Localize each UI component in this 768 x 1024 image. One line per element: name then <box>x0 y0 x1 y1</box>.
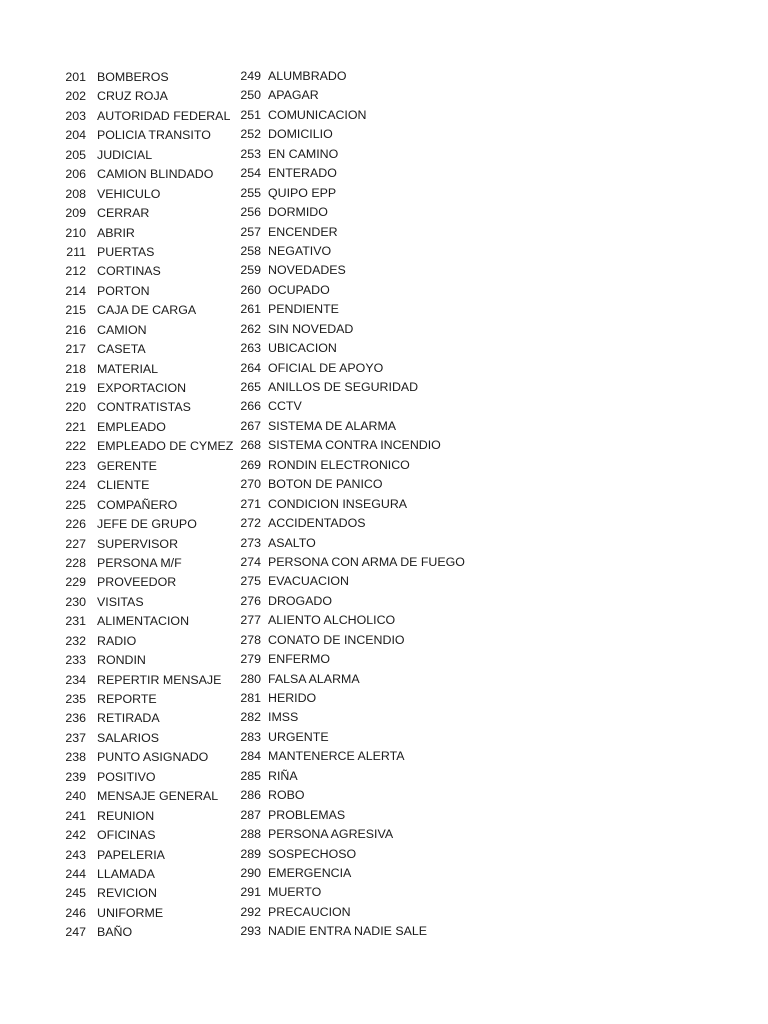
code-row <box>228 689 465 708</box>
code-row <box>52 651 233 670</box>
code-label: MUERTO <box>268 885 322 900</box>
code-label: REUNION <box>97 808 155 823</box>
code-number: 216 <box>65 322 86 337</box>
code-label: CAMION <box>97 322 147 337</box>
code-row <box>52 787 233 806</box>
code-row <box>228 495 465 514</box>
code-number: 250 <box>240 88 261 103</box>
code-number: 281 <box>240 691 261 705</box>
code-number: 229 <box>65 575 86 590</box>
code-row <box>52 243 233 262</box>
code-row <box>52 418 233 437</box>
code-label: BOMBEROS <box>97 70 169 84</box>
code-label: ANILLOS DE SEGURIDAD <box>268 380 419 394</box>
code-number: 271 <box>240 496 261 511</box>
code-row <box>228 281 465 300</box>
code-label: APAGAR <box>268 88 319 103</box>
code-number: 218 <box>65 361 86 376</box>
code-row <box>228 320 465 339</box>
code-number: 203 <box>65 108 86 123</box>
code-label: EXPORTACION <box>97 381 187 395</box>
code-label: CLIENTE <box>97 478 150 493</box>
code-number: 232 <box>65 633 86 648</box>
code-number: 283 <box>240 729 261 744</box>
code-number: 262 <box>240 321 261 336</box>
code-number: 227 <box>65 536 86 551</box>
code-label: QUIPO EPP <box>268 185 337 200</box>
code-row <box>228 339 465 358</box>
code-number: 233 <box>65 653 86 668</box>
code-label: SUPERVISOR <box>97 536 179 551</box>
code-number: 235 <box>65 692 86 706</box>
code-label: ALIENTO ALCHOLICO <box>268 613 396 628</box>
code-row <box>52 632 233 651</box>
code-row <box>52 807 233 826</box>
code-label: CORTINAS <box>97 264 161 279</box>
code-label: OCUPADO <box>268 282 330 297</box>
code-label: CAMION BLINDADO <box>97 167 214 182</box>
code-number: 237 <box>65 730 86 745</box>
code-label: PERSONA M/F <box>97 555 182 570</box>
code-row <box>52 185 233 204</box>
code-label: CONATO DE INCENDIO <box>268 632 405 647</box>
code-label: BAÑO <box>97 925 133 940</box>
code-label: NADIE ENTRA NADIE SALE <box>268 924 428 939</box>
code-label: OFICIAL DE APOYO <box>268 360 384 375</box>
code-row <box>52 884 233 903</box>
code-row <box>52 923 233 942</box>
code-number: 244 <box>65 866 86 881</box>
code-row <box>228 203 465 222</box>
code-row <box>228 514 465 533</box>
code-label: MANTENERCE ALERTA <box>268 749 405 764</box>
code-label: PERSONA CON ARMA DE FUEGO <box>268 554 465 569</box>
code-number: 275 <box>240 574 261 589</box>
code-number: 288 <box>240 827 261 842</box>
code-row <box>52 282 233 301</box>
code-label: SISTEMA CONTRA INCENDIO <box>268 438 441 453</box>
code-row <box>228 650 465 669</box>
code-number: 219 <box>65 381 86 395</box>
code-number: 293 <box>240 924 261 939</box>
code-number: 215 <box>65 303 86 318</box>
code-number: 224 <box>65 478 86 493</box>
code-row <box>228 592 465 611</box>
code-number: 263 <box>240 341 261 356</box>
code-row <box>228 145 465 164</box>
code-number: 249 <box>240 69 261 83</box>
code-number: 257 <box>240 224 261 239</box>
code-label: CERRAR <box>97 206 150 221</box>
code-number: 264 <box>240 360 261 375</box>
code-number: 273 <box>240 535 261 550</box>
code-number: 225 <box>65 497 86 512</box>
code-number: 282 <box>240 710 261 725</box>
code-row <box>228 864 465 883</box>
code-number: 211 <box>66 244 86 259</box>
code-label: RONDIN ELECTRONICO <box>268 457 410 472</box>
code-label: BOTON DE PANICO <box>268 477 383 492</box>
code-label: PUNTO ASIGNADO <box>97 750 209 765</box>
code-row <box>228 883 465 902</box>
code-row <box>52 224 233 243</box>
code-row <box>228 417 465 436</box>
code-number: 258 <box>240 243 261 258</box>
code-label: JUDICIAL <box>97 147 153 162</box>
code-label: CONDICION INSEGURA <box>268 496 408 511</box>
code-row <box>228 747 465 766</box>
code-label: PRECAUCION <box>268 904 351 919</box>
code-label: PENDIENTE <box>268 302 339 317</box>
code-row <box>228 611 465 630</box>
code-row <box>52 612 233 631</box>
code-label: REPORTE <box>97 692 157 706</box>
code-number: 269 <box>240 457 261 472</box>
code-label: CONTRATISTAS <box>97 400 191 415</box>
code-label: REPERTIR MENSAJE <box>97 672 222 687</box>
code-label: SISTEMA DE ALARMA <box>268 418 397 433</box>
code-number: 251 <box>240 107 261 122</box>
code-label: ENFERMO <box>268 652 330 667</box>
code-number: 290 <box>240 865 261 880</box>
code-row <box>52 748 233 767</box>
code-number: 239 <box>65 769 86 784</box>
code-label: EN CAMINO <box>268 146 339 161</box>
code-row <box>228 728 465 747</box>
code-label: VISITAS <box>97 594 144 609</box>
code-row <box>52 262 233 281</box>
code-label: NEGATIVO <box>268 243 332 258</box>
code-label: CASETA <box>97 342 146 357</box>
code-row <box>52 515 233 534</box>
code-label: ENCENDER <box>268 224 338 239</box>
code-row <box>228 786 465 805</box>
code-number: 292 <box>240 904 261 919</box>
code-row <box>228 922 465 941</box>
code-row <box>228 534 465 553</box>
code-row <box>52 204 233 223</box>
code-number: 226 <box>65 517 86 532</box>
code-label: PROBLEMAS <box>268 807 346 822</box>
code-label: CCTV <box>268 399 302 414</box>
code-label: ASALTO <box>268 535 316 550</box>
code-number: 266 <box>240 399 261 414</box>
code-row <box>52 690 233 709</box>
code-label: PERSONA AGRESIVA <box>268 827 394 842</box>
code-number: 212 <box>65 264 86 279</box>
code-row <box>52 437 233 456</box>
code-label: SIN NOVEDAD <box>268 321 354 336</box>
code-number: 246 <box>65 905 86 920</box>
code-number: 272 <box>240 516 261 531</box>
code-label: ALIMENTACION <box>97 614 190 629</box>
code-label: RETIRADA <box>97 711 160 726</box>
code-row <box>228 670 465 689</box>
code-label: COMPAÑERO <box>97 497 178 512</box>
code-label: DROGADO <box>268 593 333 608</box>
code-number: 245 <box>65 886 86 901</box>
code-number: 270 <box>240 477 261 492</box>
code-number: 208 <box>65 186 86 201</box>
code-number: 220 <box>65 400 86 415</box>
code-row <box>52 535 233 554</box>
code-row <box>228 456 465 475</box>
code-label: UNIFORME <box>97 905 164 920</box>
code-number: 255 <box>240 185 261 200</box>
code-number: 209 <box>65 206 86 221</box>
code-label: EMPLEADO DE CYMEZ <box>97 439 234 454</box>
code-number: 285 <box>240 768 261 783</box>
code-row <box>52 768 233 787</box>
code-label: FALSA ALARMA <box>268 671 360 686</box>
code-number: 206 <box>65 167 86 182</box>
code-number: 241 <box>65 808 86 823</box>
code-row <box>52 573 233 592</box>
code-number: 261 <box>240 302 261 317</box>
code-label: JEFE DE GRUPO <box>97 517 197 532</box>
code-number: 289 <box>240 846 261 861</box>
code-row <box>52 457 233 476</box>
code-row <box>52 321 233 340</box>
code-number: 238 <box>65 750 86 765</box>
code-row <box>228 903 465 922</box>
code-row <box>228 86 465 105</box>
code-number: 254 <box>240 166 261 181</box>
code-label: PAPELERIA <box>97 847 165 862</box>
code-number: 230 <box>65 594 86 609</box>
code-label: COMUNICACION <box>268 107 367 122</box>
code-row <box>52 87 233 106</box>
code-row <box>52 904 233 923</box>
code-label: DOMICILIO <box>268 127 333 142</box>
code-label: PUERTAS <box>97 244 155 259</box>
code-row <box>228 397 465 416</box>
code-label: PROVEEDOR <box>97 575 177 590</box>
code-label: MENSAJE GENERAL <box>97 789 219 804</box>
code-number: 221 <box>65 419 86 434</box>
code-label: UBICACION <box>268 341 337 356</box>
code-label: ALUMBRADO <box>268 69 347 83</box>
code-number: 228 <box>65 555 86 570</box>
code-row <box>52 865 233 884</box>
code-number: 214 <box>65 283 86 298</box>
code-number: 253 <box>240 146 261 161</box>
code-number: 204 <box>65 128 86 143</box>
code-row <box>228 164 465 183</box>
code-number: 252 <box>240 127 261 142</box>
code-row <box>228 708 465 727</box>
code-list-left-column <box>52 68 233 943</box>
code-row <box>52 340 233 359</box>
code-label: AUTORIDAD FEDERAL <box>97 108 231 123</box>
code-number: 265 <box>240 380 261 394</box>
code-label: VEHICULO <box>97 186 161 201</box>
code-row <box>228 572 465 591</box>
code-row <box>52 554 233 573</box>
code-number: 284 <box>240 749 261 764</box>
code-row <box>228 806 465 825</box>
code-row <box>228 67 465 86</box>
code-number: 222 <box>65 439 86 454</box>
code-row <box>228 553 465 572</box>
code-row <box>228 845 465 864</box>
code-label: OFICINAS <box>97 828 156 843</box>
code-label: HERIDO <box>268 691 317 705</box>
code-number: 278 <box>240 632 261 647</box>
code-number: 247 <box>65 925 86 940</box>
code-row <box>52 398 233 417</box>
code-row <box>228 767 465 786</box>
code-row <box>52 729 233 748</box>
code-row <box>228 825 465 844</box>
code-row <box>52 379 233 398</box>
code-number: 234 <box>65 672 86 687</box>
code-label: ACCIDENTADOS <box>268 516 366 531</box>
code-number: 259 <box>240 263 261 278</box>
code-row <box>52 360 233 379</box>
code-row <box>52 107 233 126</box>
code-list-right-column <box>228 67 465 942</box>
code-number: 201 <box>65 70 86 84</box>
code-label: CAJA DE CARGA <box>97 303 197 318</box>
code-label: POLICIA TRANSITO <box>97 128 211 143</box>
code-number: 223 <box>65 458 86 473</box>
code-number: 286 <box>240 788 261 803</box>
code-label: REVICION <box>97 886 157 901</box>
code-label: EMPLEADO <box>97 419 166 434</box>
code-label: ROBO <box>268 788 305 803</box>
code-row <box>52 126 233 145</box>
code-row <box>228 261 465 280</box>
code-row <box>228 378 465 397</box>
code-label: GERENTE <box>97 458 157 473</box>
code-number: 256 <box>240 205 261 220</box>
code-number: 205 <box>65 147 86 162</box>
code-label: ABRIR <box>97 225 135 240</box>
code-row <box>228 631 465 650</box>
code-number: 279 <box>240 652 261 667</box>
code-row <box>228 475 465 494</box>
code-number: 277 <box>240 613 261 628</box>
code-number: 236 <box>65 711 86 726</box>
code-number: 287 <box>240 807 261 822</box>
code-row <box>228 242 465 261</box>
code-row <box>228 106 465 125</box>
code-number: 276 <box>240 593 261 608</box>
code-row <box>52 496 233 515</box>
code-label: CRUZ ROJA <box>97 89 168 104</box>
code-number: 202 <box>65 89 86 104</box>
code-number: 291 <box>240 885 261 900</box>
code-row <box>228 223 465 242</box>
code-row <box>52 671 233 690</box>
code-row <box>228 300 465 319</box>
code-label: ENTERADO <box>268 166 337 181</box>
code-row <box>52 301 233 320</box>
code-row <box>52 476 233 495</box>
code-number: 240 <box>65 789 86 804</box>
code-row <box>228 125 465 144</box>
code-row <box>228 184 465 203</box>
code-row <box>52 68 233 87</box>
code-label: POSITIVO <box>97 769 156 784</box>
code-label: NOVEDADES <box>268 263 346 278</box>
code-label: DORMIDO <box>268 205 328 220</box>
code-row <box>52 709 233 728</box>
code-label: URGENTE <box>268 729 329 744</box>
code-row <box>52 826 233 845</box>
code-row <box>52 146 233 165</box>
code-label: PORTON <box>97 283 150 298</box>
code-label: EMERGENCIA <box>268 865 352 880</box>
code-label: LLAMADA <box>97 866 155 881</box>
code-label: SALARIOS <box>97 730 159 745</box>
code-row <box>52 593 233 612</box>
code-number: 274 <box>240 554 261 569</box>
code-row <box>52 846 233 865</box>
code-row <box>228 359 465 378</box>
code-number: 280 <box>240 671 261 686</box>
code-label: RADIO <box>97 633 137 648</box>
code-label: IMSS <box>268 710 299 725</box>
code-label: RIÑA <box>268 768 298 783</box>
code-number: 210 <box>65 225 86 240</box>
code-row <box>52 165 233 184</box>
code-row <box>228 436 465 455</box>
code-number: 260 <box>240 282 261 297</box>
code-number: 268 <box>240 438 261 453</box>
code-label: MATERIAL <box>97 361 159 376</box>
code-label: SOSPECHOSO <box>268 846 357 861</box>
code-number: 243 <box>65 847 86 862</box>
code-number: 231 <box>65 614 86 629</box>
code-number: 267 <box>240 418 261 433</box>
code-label: EVACUACION <box>268 574 350 589</box>
code-number: 217 <box>65 342 86 357</box>
code-number: 242 <box>65 828 86 843</box>
code-label: RONDIN <box>97 653 146 668</box>
